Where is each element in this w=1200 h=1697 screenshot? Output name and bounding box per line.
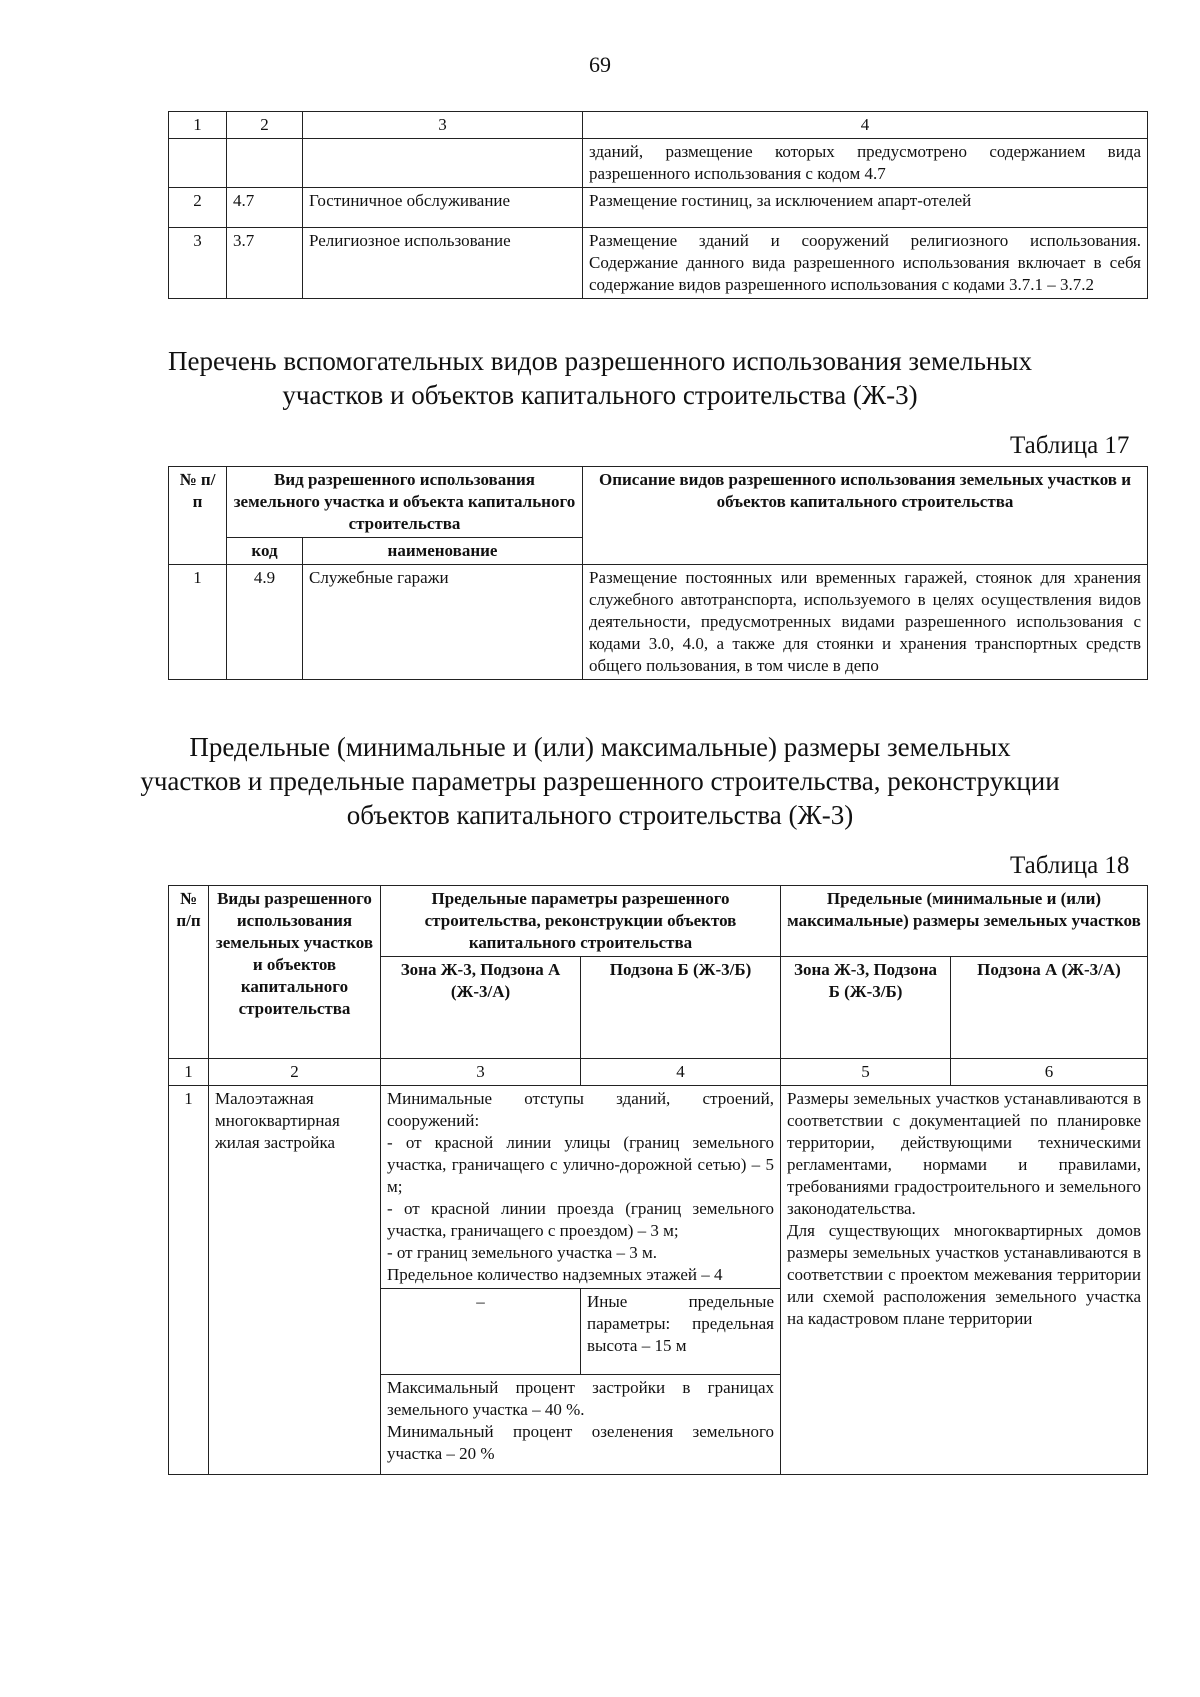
table-number-row	[169, 1059, 1148, 1086]
header-cell: код	[227, 538, 303, 565]
param-text: Предельное количество надземных этажей – 4	[387, 1265, 723, 1284]
table-cell: 3	[381, 1059, 581, 1086]
section-title	[0, 344, 1200, 412]
header-cell: Предельные (минимальные и (или) максимальные) размеры земельных участков	[781, 886, 1148, 957]
table-cell	[169, 139, 227, 188]
table-header-row	[169, 467, 1148, 538]
table-caption: Таблица 18	[1010, 852, 1130, 879]
header-cell: Виды разрешенного использования земельных участков и объектов капитального строительства	[209, 886, 381, 1059]
table-cell: –	[381, 1289, 581, 1375]
section-title-line: участков и предельные параметры разрешенного строительства, реконструкции	[140, 766, 1060, 796]
table-cell: 4.7	[227, 188, 303, 228]
section-title-line: объектов капитального строительства (Ж-3)	[346, 800, 854, 830]
sizes-text: Размеры земельных участков устанавливаются в соответствии с документацией по планировке территории, действующими техническими регламентами, нормами и правилами, требованиями градостроительного и земельного законодательства.	[787, 1089, 1141, 1218]
table-cell: 2	[169, 188, 227, 228]
header-cell: Зона Ж-3, Подзона Б (Ж-3/Б)	[781, 957, 951, 1059]
table-cell	[781, 1086, 1148, 1475]
table-cell	[381, 1086, 781, 1289]
table-cell: Иные предельные параметры: предельная высота – 15 м	[581, 1289, 781, 1375]
table-row	[169, 565, 1148, 680]
table-cell: Служебные гаражи	[303, 565, 583, 680]
top-table	[168, 111, 1148, 299]
table-row	[169, 1086, 1148, 1289]
page-number: 69	[589, 52, 611, 77]
table-cell: 3	[303, 112, 583, 139]
sizes-text: Для существующих многоквартирных домов размеры земельных участков устанавливаются в соответствии с проектом межевания территории или схемой расположения земельного участка на кадастровом плане территории	[787, 1221, 1141, 1328]
table-row	[169, 228, 1148, 299]
table-cell: 4	[581, 1059, 781, 1086]
table-cell: 6	[951, 1059, 1148, 1086]
table-cell: Гостиничное обслуживание	[303, 188, 583, 228]
table-cell: Малоэтажная многоквартирная жилая застройка	[209, 1086, 381, 1475]
header-cell: № п/п	[169, 886, 209, 1059]
table-cell: Размещение зданий и сооружений религиозного использования. Содержание данного вида разрешенного использования включает в себя содержание видов разрешенного использования с кодами 3.7.1 – 3.7.2	[583, 228, 1148, 299]
header-cell: Подзона Б (Ж-3/Б)	[581, 957, 781, 1059]
table-cell: 2	[209, 1059, 381, 1086]
header-cell: наименование	[303, 538, 583, 565]
section-title-line: участков и объектов капитального строительства (Ж-3)	[282, 380, 918, 410]
table-17	[168, 466, 1148, 680]
table-18	[168, 885, 1148, 1475]
header-cell: Предельные параметры разрешенного строительства, реконструкции объектов капитального строительства	[381, 886, 781, 957]
header-cell: Вид разрешенного использования земельного участка и объекта капитального строительства	[227, 467, 583, 538]
table-cell	[227, 139, 303, 188]
section-title-line: Предельные (минимальные и (или) максимальные) размеры земельных	[189, 732, 1011, 762]
header-cell: Описание видов разрешенного использования земельных участков и объектов капитального строительства	[583, 467, 1148, 565]
header-cell: Подзона А (Ж-3/А)	[951, 957, 1148, 1059]
table-cell: 1	[169, 1059, 209, 1086]
param-text: Максимальный процент застройки в границах земельного участка – 40 %.	[387, 1378, 774, 1419]
table-cell: 5	[781, 1059, 951, 1086]
table-cell: 3	[169, 228, 227, 299]
table-caption: Таблица 17	[1010, 432, 1130, 459]
header-cell: Зона Ж-3, Подзона А (Ж-3/А)	[381, 957, 581, 1059]
param-text: - от красной линии улицы (границ земельного участка, граничащего с улично-дорожной сетью) – 5 м;	[387, 1133, 774, 1196]
param-text: Минимальные отступы зданий, строений, сооружений:	[387, 1089, 774, 1130]
section-title-line: Перечень вспомогательных видов разрешенного использования земельных	[168, 346, 1032, 376]
table-header-row	[169, 886, 1148, 957]
table-cell: зданий, размещение которых предусмотрено содержанием вида разрешенного использования с кодом 4.7	[583, 139, 1148, 188]
header-cell: № п/п	[169, 467, 227, 565]
param-text: - от красной линии проезда (границ земельного участка, граничащего с проездом) – 3 м;	[387, 1199, 774, 1240]
table-cell	[303, 139, 583, 188]
table-cell: 1	[169, 565, 227, 680]
table-cell	[381, 1375, 781, 1475]
section-title	[0, 730, 1200, 832]
param-text: - от границ земельного участка – 3 м.	[387, 1243, 657, 1262]
table-cell: 4	[583, 112, 1148, 139]
table-cell: Религиозное использование	[303, 228, 583, 299]
table-cell: Размещение постоянных или временных гаражей, стоянок для хранения служебного автотранспорта, используемого в целях осуществления видов деятельности, предусмотренных видами разрешенного использования с кодами 3.0, 4.0, а также для стоянки и хранения транспортных средств общего пользования, в том числе в депо	[583, 565, 1148, 680]
table-cell: 2	[227, 112, 303, 139]
table-row	[169, 139, 1148, 188]
table-cell: Размещение гостиниц, за исключением апарт-отелей	[583, 188, 1148, 228]
table-cell: 3.7	[227, 228, 303, 299]
param-text: Минимальный процент озеленения земельного участка – 20 %	[387, 1422, 774, 1463]
table-cell: 1	[169, 1086, 209, 1475]
table-row	[169, 188, 1148, 228]
table-cell: 4.9	[227, 565, 303, 680]
table-header-row	[169, 112, 1148, 139]
table-cell: 1	[169, 112, 227, 139]
